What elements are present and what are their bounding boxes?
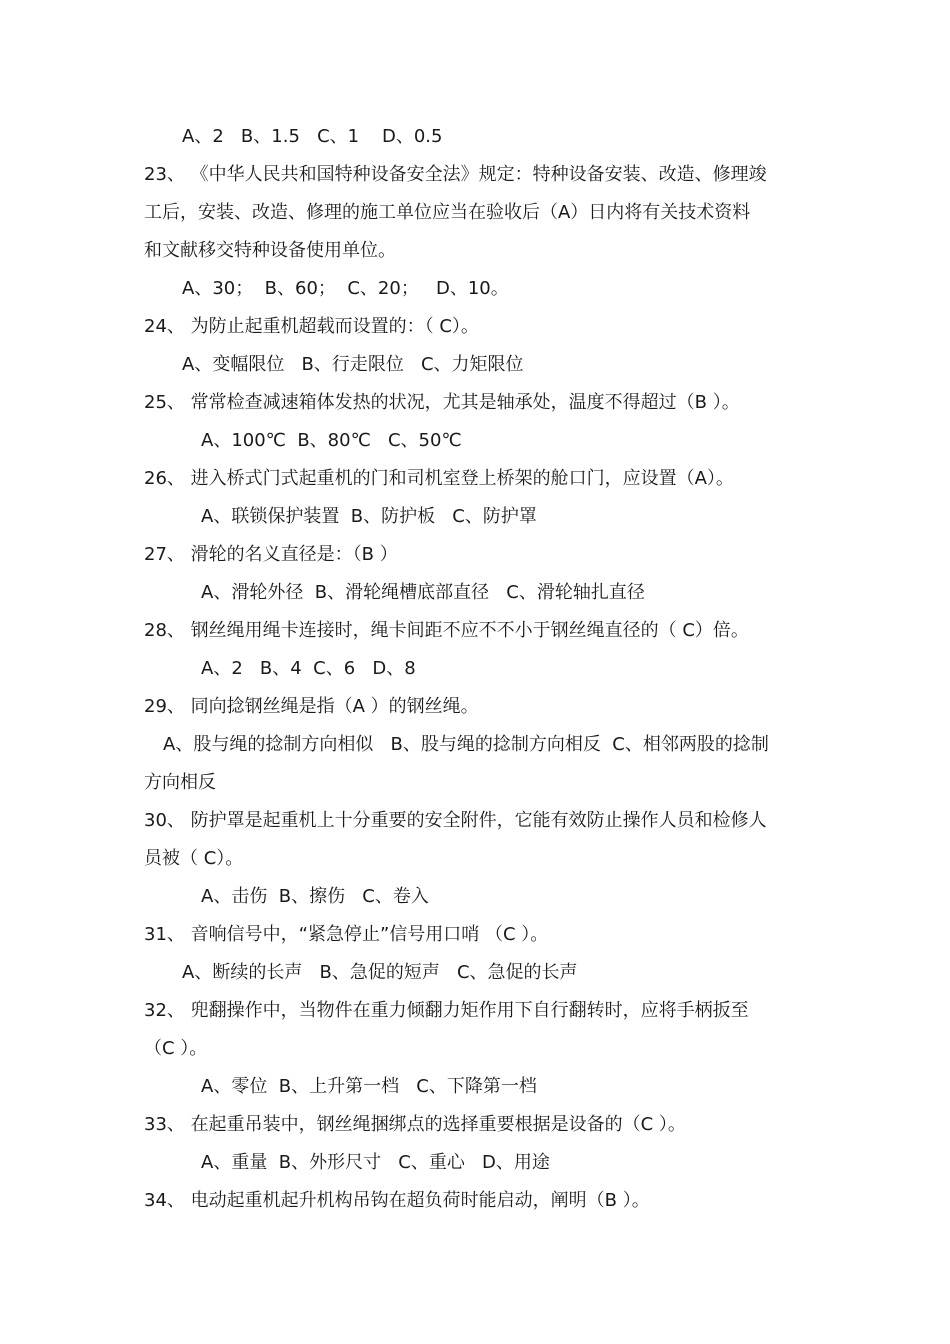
answer-options-28: A、2 B、4 C、6 D、8 [201, 658, 416, 679]
answer-options-23: A、30； B、60； C、20； D、10。 [182, 278, 509, 299]
answer-options-25: A、100℃ B、80℃ C、50℃ [201, 430, 462, 451]
question-26: 26、 进入桥式门式起重机的门和司机室登上桥架的舱口门，应设置（A）。 [144, 468, 734, 489]
answer-options-22: A、2 B、1.5 C、1 D、0.5 [182, 126, 443, 147]
answer-options-31: A、断续的长声 B、急促的短声 C、急促的长声 [182, 962, 578, 983]
question-32-line-2: （C ）。 [144, 1038, 208, 1059]
question-31: 31、 音响信号中，“紧急停止”信号用口哨 （C ）。 [144, 924, 549, 945]
question-29: 29、 同向捻钢丝绳是指（A ）的钢丝绳。 [144, 696, 479, 717]
question-34: 34、 电动起重机起升机构吊钩在超负荷时能启动，阐明（B ）。 [144, 1190, 650, 1211]
question-30-line-1: 30、 防护罩是起重机上十分重要的安全附件，它能有效防止操作人员和检修人 [144, 810, 767, 831]
question-30-line-2: 员被（ C）。 [144, 848, 244, 869]
answer-options-26: A、联锁保护装置 B、防护板 C、防护罩 [201, 506, 537, 527]
answer-options-29-line-2: 方向相反 [144, 772, 216, 793]
answer-options-32: A、零位 B、上升第一档 C、下降第一档 [201, 1076, 537, 1097]
question-23-line-3: 和文献移交特种设备使用单位。 [144, 240, 396, 261]
question-23-line-1: 23、 《中华人民共和国特种设备安全法》规定：特种设备安装、改造、修理竣 [144, 164, 767, 185]
question-24: 24、 为防止起重机超载而设置的：（ C）。 [144, 316, 479, 337]
answer-options-24: A、变幅限位 B、行走限位 C、力矩限位 [182, 354, 524, 375]
answer-options-27: A、滑轮外径 B、滑轮绳槽底部直径 C、滑轮轴扎直径 [201, 582, 645, 603]
question-32-line-1: 32、 兜翻操作中，当物件在重力倾翻力矩作用下自行翻转时，应将手柄扳至 [144, 1000, 749, 1021]
question-23-line-2: 工后，安装、改造、修理的施工单位应当在验收后（A）日内将有关技术资料 [144, 202, 751, 223]
question-25: 25、 常常检查减速箱体发热的状况，尤其是轴承处，温度不得超过（B ）。 [144, 392, 740, 413]
question-27: 27、 滑轮的名义直径是：（B ） [144, 544, 398, 565]
question-33: 33、 在起重吊装中，钢丝绳捆绑点的选择重要根据是设备的（C ）。 [144, 1114, 686, 1135]
answer-options-33: A、重量 B、外形尺寸 C、重心 D、用途 [201, 1152, 550, 1173]
answer-options-29-line-1: A、股与绳的捻制方向相似 B、股与绳的捻制方向相反 C、相邻两股的捻制 [163, 734, 769, 755]
answer-options-30: A、击伤 B、擦伤 C、卷入 [201, 886, 429, 907]
question-28: 28、 钢丝绳用绳卡连接时，绳卡间距不应不不小于钢丝绳直径的（ C）倍。 [144, 620, 749, 641]
